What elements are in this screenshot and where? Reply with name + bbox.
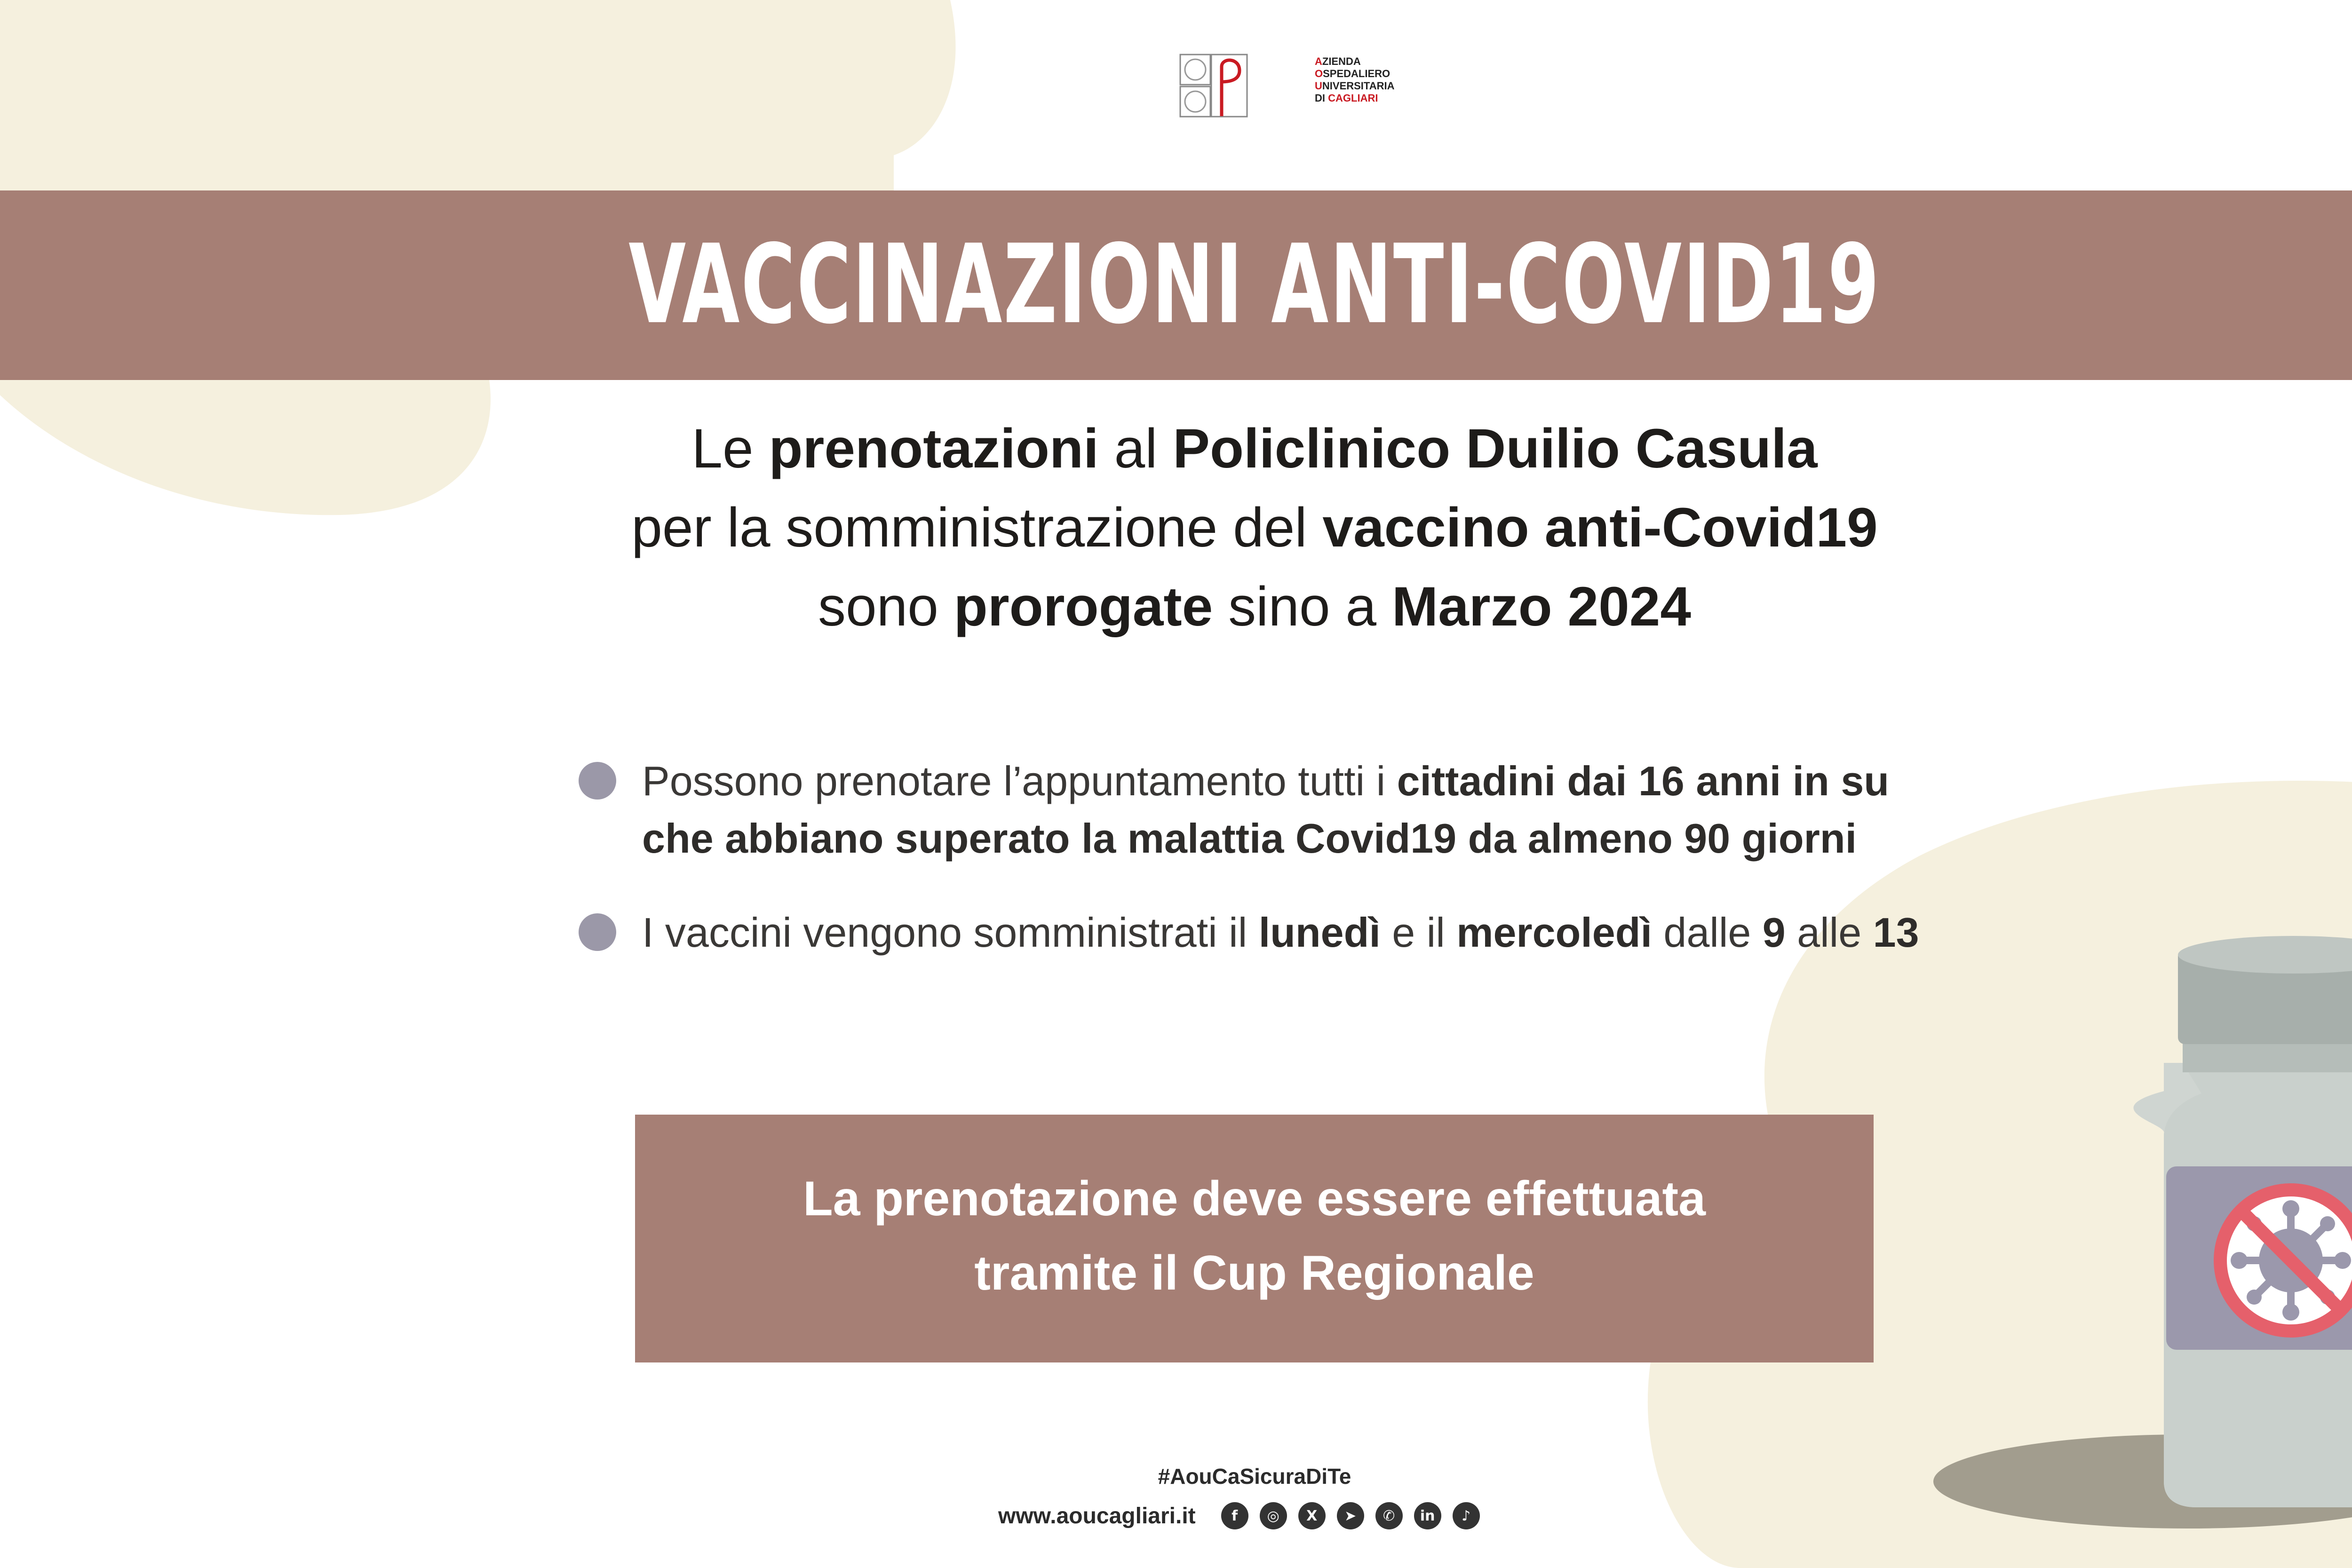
facebook-icon[interactable]: f bbox=[1221, 1502, 1248, 1529]
x-icon[interactable]: X bbox=[1298, 1502, 1326, 1529]
telegram-icon[interactable]: ➤ bbox=[1337, 1502, 1364, 1529]
whatsapp-icon[interactable]: ✆ bbox=[1375, 1502, 1403, 1529]
no-virus-icon bbox=[2220, 1190, 2352, 1331]
bullet-dot-icon bbox=[579, 913, 616, 951]
footer-links bbox=[998, 1499, 1480, 1532]
hashtag: #AouCaSicuraDiTe bbox=[1158, 1464, 1351, 1489]
hospital-logo-text: AZIENDA OSPEDALIERO UNIVERSITARIA DI CAGLIARI bbox=[1315, 55, 1395, 104]
linkedin-icon[interactable]: in bbox=[1414, 1502, 1441, 1529]
hospital-logo bbox=[1178, 53, 1329, 119]
bullet-dot-icon bbox=[579, 762, 616, 800]
page-title: VACCINAZIONI ANTI-COVID19 bbox=[628, 221, 1881, 348]
booking-info-text: La prenotazione deve essere effettuata tramite il Cup Regionale bbox=[803, 1172, 1706, 1300]
instagram-icon[interactable]: ◎ bbox=[1260, 1502, 1287, 1529]
tiktok-icon[interactable]: ♪ bbox=[1453, 1502, 1480, 1529]
intro-text: Le prenotazioni al Policlinico Duilio Casula per la somministrazione del vaccino anti-Covid19 sono prorogate sino a Marzo 2024 bbox=[631, 418, 1878, 638]
info-list bbox=[579, 752, 1990, 998]
list-item-schedule: I vaccini vengono somministrati il lunedì e il mercoledì dalle 9 alle 13 bbox=[579, 904, 1990, 961]
vaccine-vial-illustration bbox=[1905, 936, 2352, 1547]
list-item-eligibility: Possono prenotare l’appuntamento tutti i cittadini dai 16 anni in su che abbiano superato la malattia Covid19 da almeno 90 giorni bbox=[579, 752, 1990, 867]
website-link[interactable]: www.aoucagliari.it bbox=[998, 1503, 1196, 1528]
